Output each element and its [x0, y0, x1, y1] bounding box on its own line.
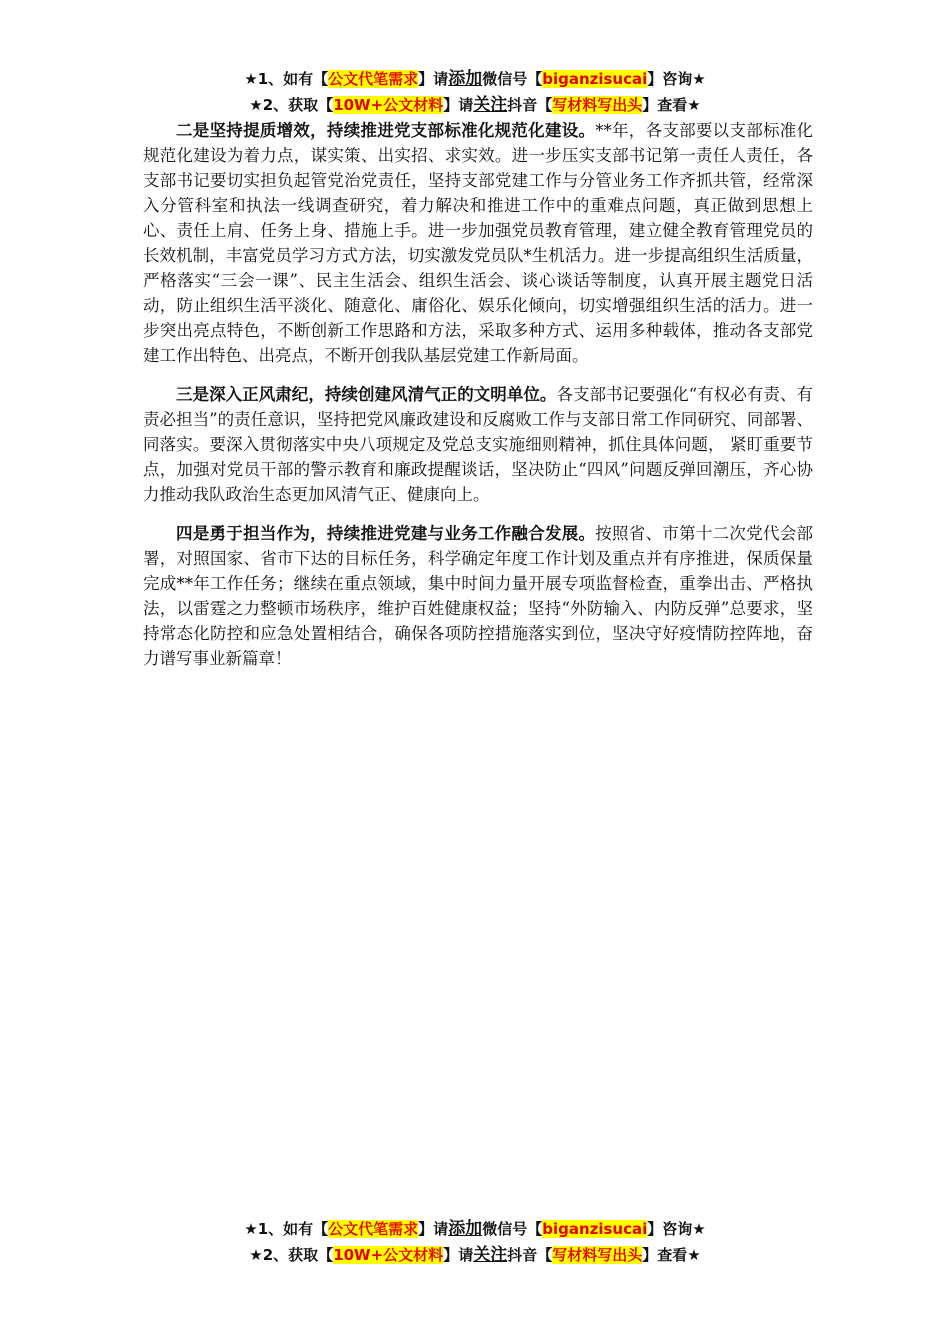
paragraph-lead: 二是坚持提质增效，持续推进党支部标准化规范化建设。	[176, 121, 596, 140]
paragraph-2	[143, 118, 813, 368]
highlight-wechat-id: biganzisucai	[542, 70, 648, 88]
highlight-service: 公文代笔需求	[328, 1220, 419, 1238]
emphasis-follow: 关注	[473, 1245, 508, 1265]
emphasis-add: 添加	[448, 69, 483, 89]
paragraph-text: **年，各支部要以支部标准化规范化建设为着力点，谋实策、出实招、求实效。进一步压实支部书记第一责任人责任，各支部书记要切实担负起管党治党责任，坚持支部党建工作与分管业务工作齐抓共管，经常深入分管科室和执法一线调查研究，着力解决和推进工作中的重难点问题，真正做到思想上心、责任上肩、任务上身、措施上手。进一步加强党员教育管理，建立健全教育管理党员的长效机制，丰富党员学习方式方法，切实激发党员队*生机活力。进一步提高组织生活质量，严格落实“三会一课”、民主生活会、组织生活会、谈心谈话等制度，认真开展主题党日活动，防止组织生活平淡化、随意化、庸俗化、娱乐化倾向，切实增强组织生活的活力。进一步突出亮点特色，不断创新工作思路和方法，采取多种方式、运用多种载体，推动各支部党建工作出特色、出亮点，不断开创我队基层党建工作新局面。	[143, 121, 814, 365]
paragraph-text: 按照省、市第十二次党代会部署，对照国家、省市下达的目标任务，科学确定年度工作计划及重点并有序推进，保质保量完成**年工作任务；继续在重点领域，集中时间力量开展专项监督检查，重拳出击、严格执法，以雷霆之力整顿市场秩序，维护百姓健康权益；坚持“外防输入、内防反弹”总要求，坚持常态化防控和应急处置相结合，确保各项防控措施落实到位，坚决守好疫情防控阵地，奋力谱写事业新篇章！	[143, 524, 814, 668]
highlight-douyin-account: 写材料写出头	[552, 96, 643, 114]
emphasis-add: 添加	[448, 1219, 483, 1239]
emphasis-follow: 关注	[473, 95, 508, 115]
highlight-wechat-id: biganzisucai	[542, 1220, 648, 1238]
highlight-materials: 10W+公文材料	[333, 96, 444, 114]
bottom-promo-banner	[0, 1216, 950, 1268]
paragraph-text: 各支部书记要强化“有权必有责、有责必担当”的责任意识，坚持把党风廉政建设和反腐败工作与支部日常工作同研究、同部署、同落实。要深入贯彻落实中央八项规定及党总支实施细则精神，抓住具体问题， 紧盯重要节点，加强对党员干部的警示教育和廉政提醒谈话，坚决防止“四风”问题反弹回潮压，齐心协力推动我队政治生态更加风清气正、健康向上。	[143, 385, 814, 504]
paragraph-lead: 四是勇于担当作为，持续推进党建与业务工作融合发展。	[176, 524, 596, 543]
promo-line-1: ★1、如有【公文代笔需求】请添加微信号【biganzisucai】咨询★	[244, 1219, 706, 1239]
document-body	[143, 118, 813, 685]
top-promo-banner	[0, 66, 950, 118]
promo-line-2: ★2、获取【10W+公文材料】请关注抖音【写材料写出头】查看★	[249, 95, 701, 115]
highlight-douyin-account: 写材料写出头	[552, 1246, 643, 1264]
promo-line-1: ★1、如有【公文代笔需求】请添加微信号【biganzisucai】咨询★	[244, 69, 706, 89]
highlight-service: 公文代笔需求	[328, 70, 419, 88]
highlight-materials: 10W+公文材料	[333, 1246, 444, 1264]
paragraph-lead: 三是深入正风肃纪，持续创建风清气正的文明单位。	[176, 385, 557, 404]
paragraph-3	[143, 382, 813, 507]
paragraph-4	[143, 521, 813, 671]
promo-line-2: ★2、获取【10W+公文材料】请关注抖音【写材料写出头】查看★	[249, 1245, 701, 1265]
